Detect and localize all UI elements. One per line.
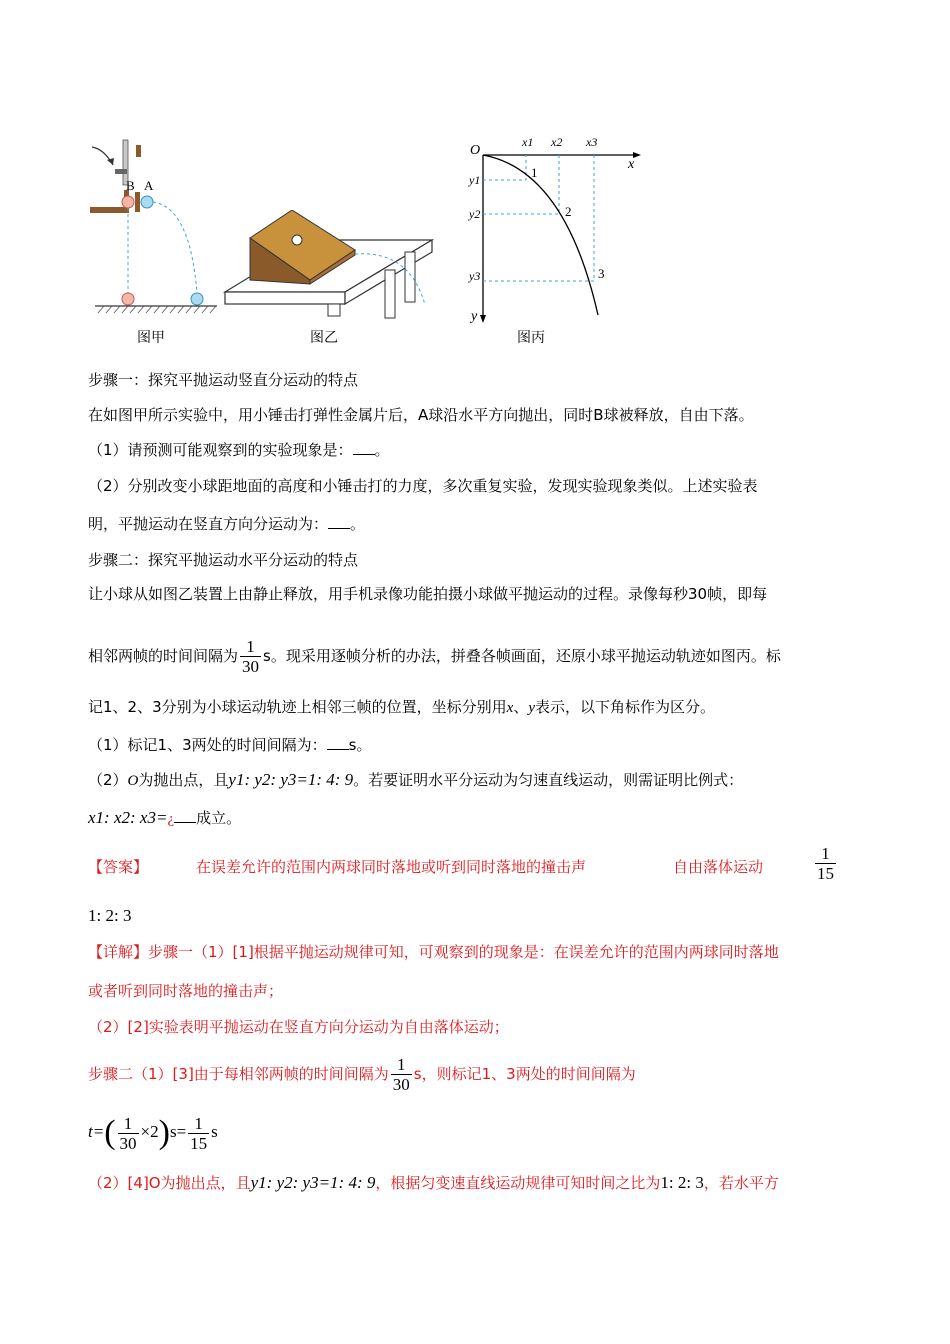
step1-intro: 在如图甲所示实验中，用小锤击打弹性金属片后，A球沿水平方向抛出，同时B球被释放，自由下落。 xyxy=(88,406,754,424)
step2-intro-line3: 记1、2、3分别为小球运动轨迹上相邻三帧的位置，坐标分别用x、y表示，以下角标作为区分。 xyxy=(88,698,716,716)
step2-title: 步骤二：探究平抛运动水平分运动的特点 xyxy=(88,551,359,569)
x-axis-label: x xyxy=(628,157,635,172)
fraction-1-15: $\frac{1}{15}$ xyxy=(817,844,834,883)
step1-q1: （1）请预测可能观察到的实验现象是： 。 xyxy=(88,441,390,459)
caption-bing: 图丙 xyxy=(517,330,545,346)
point-2: 2 xyxy=(565,204,572,219)
caption-jia: 图甲 xyxy=(137,330,165,346)
step1-q2-line2: 明，平抛运动在竖直方向分运动为： 。 xyxy=(88,515,366,533)
answer-3 xyxy=(813,844,838,883)
figure-yi xyxy=(220,210,445,320)
detail-line2: 或者听到同时落地的撞击声； xyxy=(88,982,284,1000)
detail-line6: （2）[4]O为抛出点，且y1: y2: y3=1: 4: 9，根据匀变速直线运动规律可知时间之比为1: 2: 3，若水平方 xyxy=(88,1173,779,1192)
step2-q2: （2）O为抛出点，且y1: y2: y3=1: 4: 9。若要证明水平分运动为匀速直线运动，则需证明比例式： xyxy=(88,770,744,789)
answer-blank xyxy=(174,808,196,823)
fraction-1-30: $\frac{1}{30}$ xyxy=(242,637,260,676)
detail-line1: 【详解】步骤一（1）[1]根据平抛运动规律可知，可观察到的现象是：在误差允许的范围内两球同时落地 xyxy=(88,943,779,961)
answer-2: 自由落体运动 xyxy=(673,858,764,876)
trajectory-bing-drawing xyxy=(465,130,650,325)
detail-line4: 步骤二（1）[3]由于每相邻两帧的时间间隔为 $\frac{1}{30}$ s，则标记1、3两处的时间间隔为 xyxy=(88,1055,636,1094)
answer-blank xyxy=(353,440,375,455)
origin-label: O xyxy=(470,143,481,158)
answer-1: 在误差允许的范围内两球同时落地或听到同时落地的撞击声 xyxy=(196,858,587,876)
y2-tick: y2 xyxy=(469,207,481,221)
step2-q2-ratio: x1: x2: x3=¿ 成立。 xyxy=(88,808,242,827)
figure-jia xyxy=(80,135,225,335)
apparatus-yi-drawing xyxy=(220,210,445,320)
y1-tick: y1 xyxy=(469,173,481,187)
answer-4: 1: 2: 3 xyxy=(88,906,132,925)
x2-tick: x2 xyxy=(551,135,563,149)
y-axis-label: y xyxy=(471,309,478,324)
y3-tick: y3 xyxy=(469,269,481,283)
step1-title: 步骤一：探究平抛运动竖直分运动的特点 xyxy=(88,371,359,389)
step2-intro-line1: 让小球从如图乙装置上由静止释放，用手机录像功能拍摄小球做平抛运动的过程。录像每秒30帧，即每 xyxy=(88,585,768,603)
point-1: 1 xyxy=(531,165,538,180)
caption-yi: 图乙 xyxy=(310,330,338,346)
apparatus-jia-drawing xyxy=(80,135,225,335)
step2-intro-line2: 相邻两帧的时间间隔为 $\frac{1}{30}$ s。现采用逐帧分析的办法，拼叠各帧画面，还原小球平抛运动轨迹如图丙。标 xyxy=(88,637,781,676)
step2-q1: （1）标记1、3两处的时间间隔为： s。 xyxy=(88,736,372,754)
label-b: B xyxy=(126,178,135,193)
point-3: 3 xyxy=(598,266,605,281)
x3-tick: x3 xyxy=(586,135,598,149)
answer-blank xyxy=(327,735,349,750)
label-a: A xyxy=(144,178,154,193)
x1-tick: x1 xyxy=(522,135,534,149)
detail-equation: t=( $\frac{1}{30}$ ×2)s= $\frac{1}{15}$ s xyxy=(88,1113,218,1153)
detail-line3: （2）[2]实验表明平抛运动在竖直方向分运动为自由落体运动； xyxy=(88,1018,509,1036)
figure-bing xyxy=(465,130,650,325)
answer-blank xyxy=(328,514,350,529)
answer-label: 【答案】 xyxy=(88,858,149,876)
step1-q2-line1: （2）分别改变小球距地面的高度和小锤击打的力度，多次重复实验，发现实验现象类似。上述实验表 xyxy=(88,477,758,495)
fraction-1-30-detail: $\frac{1}{30}$ xyxy=(392,1055,410,1094)
